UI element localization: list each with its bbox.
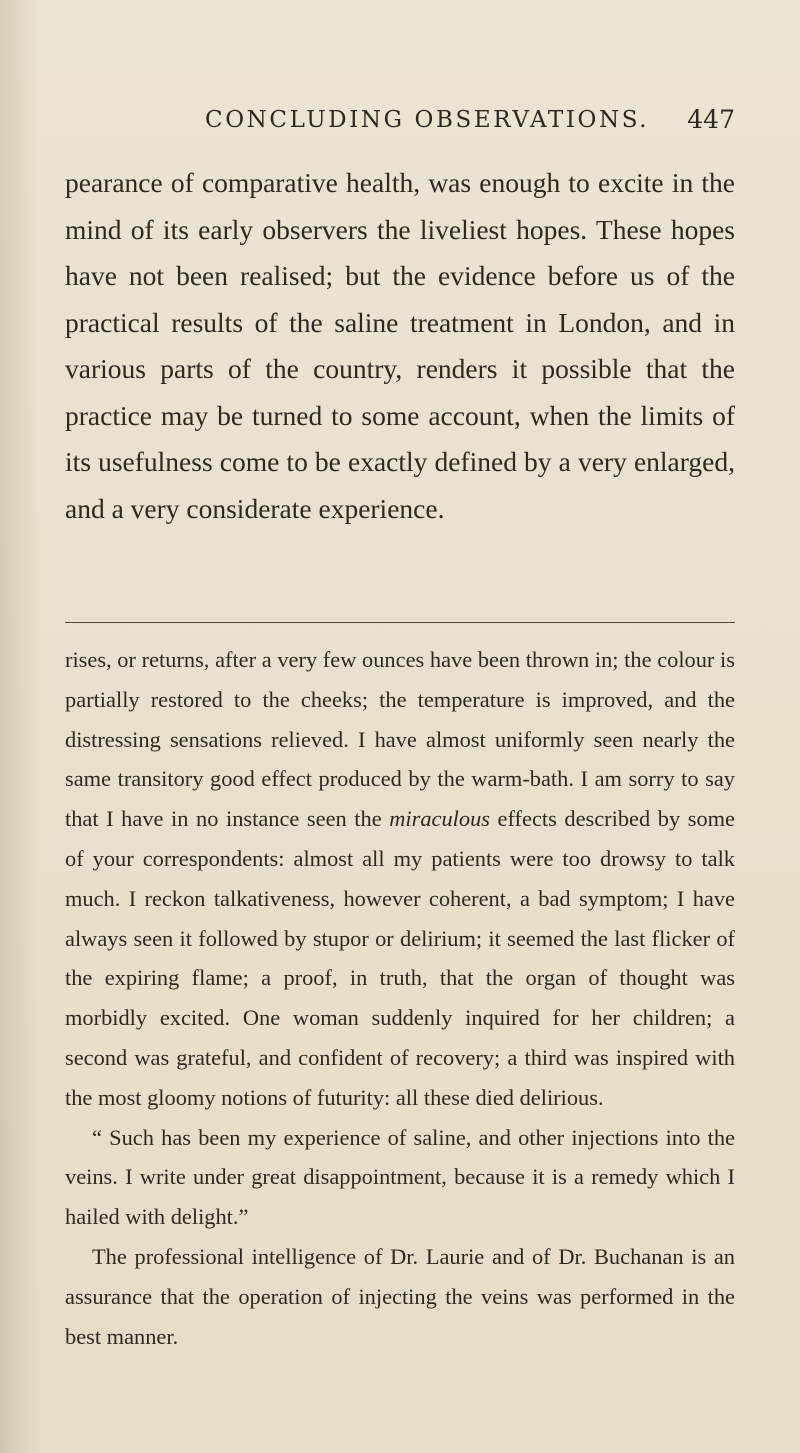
italic-word: miraculous — [389, 806, 490, 832]
main-paragraph: pearance of comparative health, was enough to excite in the mind of its early observers the liveliest hopes. These hopes have not been realised; but the evidence before us of the practical results of the saline treatment in London, and in various parts of the country, renders it possible that the practice may be turned to some account, when the limits of its usefulness come to be exactly defined by a very enlarged, and a very considerate experience. — [65, 167, 735, 524]
letter-paragraph-1 — [65, 640, 735, 1118]
quoted-letter — [65, 640, 735, 1356]
letter-paragraph-3: The professional intelligence of Dr. Laurie and of Dr. Buchanan is an assurance that the operation of injecting the veins was performed in the best manner. — [65, 1243, 735, 1349]
page-number: 447 — [687, 105, 735, 134]
letter-paragraph-1-start: rises, or returns, after a very few ounces have been thrown in; the colour is partially restored to the cheeks; the temperature is improved, and the distressing sensations relieved. I have almost uniformly seen nearly the same transitory good effect produced by the warm-bath. I am sorry to say that I have in no instance seen the — [65, 647, 735, 832]
letter-paragraph-1-end: effects described by some of your correspondents: almost all my patients were too drowsy to talk much. I reckon talkativeness, however coherent, a bad symptom; I have always seen it followed by stupor or delirium; it seemed the last flicker of the expiring flame; a proof, in truth, that the organ of thought was morbidly excited. One woman suddenly inquired for her children; a second was grateful, and confident of recovery; a third was inspired with the most gloomy notions of futurity: all these died delirious. — [65, 806, 735, 1110]
letter-paragraph-2: “ Such has been my experience of saline, and other injections into the veins. I write under great disappointment, because it is a remedy which I hailed with delight.” — [65, 1124, 735, 1230]
running-head — [205, 100, 735, 140]
section-divider — [65, 622, 735, 623]
running-title: CONCLUDING OBSERVATIONS. — [205, 107, 650, 133]
